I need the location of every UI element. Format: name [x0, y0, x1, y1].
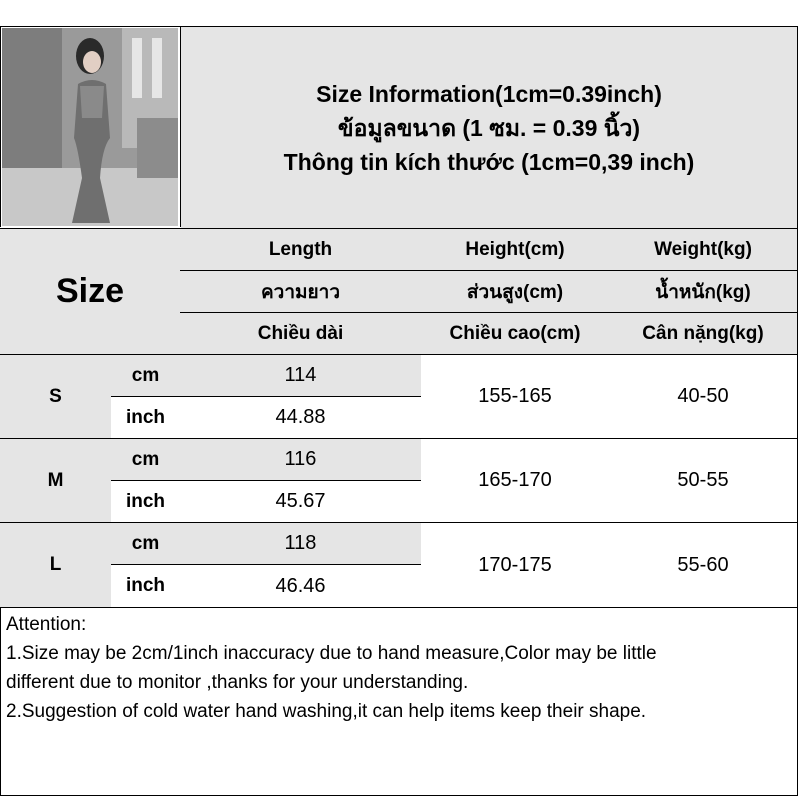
weight-l: 55-60 [609, 523, 798, 608]
col-length-en: Length [180, 229, 422, 271]
length-inch-s: 44.88 [180, 397, 422, 439]
height-l: 170-175 [421, 523, 610, 608]
header-title-th: ข้อมูลขนาด (1 ซม. = 0.39 นิ้ว) [337, 114, 641, 141]
height-m: 165-170 [421, 439, 610, 523]
length-cm-l: 118 [180, 523, 422, 565]
size-header-label: Size [55, 272, 125, 310]
col-weight-en: Weight(kg) [609, 229, 798, 271]
unit-cm-label: cm [111, 439, 181, 481]
size-m-label: M [0, 439, 112, 523]
attention-line-3: 2.Suggestion of cold water hand washing,it can help items keep their shape. [6, 701, 647, 722]
unit-inch-label: inch [111, 481, 181, 523]
col-length-th: ความยาว [180, 271, 422, 313]
col-height-th: ส่วนสูง(cm) [421, 271, 610, 313]
size-header [0, 229, 181, 355]
attention-line-2: different due to monitor ,thanks for your understanding. [6, 672, 469, 693]
weight-m: 50-55 [609, 439, 798, 523]
size-s-label: S [0, 355, 112, 439]
length-inch-l: 46.46 [180, 565, 422, 608]
height-s: 155-165 [421, 355, 610, 439]
header-title-vi: Thông tin kích thước (1cm=0,39 inch) [283, 148, 695, 175]
size-l-label: L [0, 523, 112, 608]
unit-cm-label: cm [111, 355, 181, 397]
weight-s: 40-50 [609, 355, 798, 439]
attention-line-1: 1.Size may be 2cm/1inch inaccuracy due to hand measure,Color may be little [6, 643, 657, 664]
unit-cm-label: cm [111, 523, 181, 565]
product-photo [2, 28, 178, 226]
attention-title: Attention: [6, 614, 87, 635]
length-cm-m: 116 [180, 439, 422, 481]
col-length-vi: Chiều dài [180, 313, 422, 355]
col-weight-th: น้ำหนัก(kg) [609, 271, 798, 313]
length-cm-s: 114 [180, 355, 422, 397]
attention-notes [6, 610, 786, 726]
length-inch-m: 45.67 [180, 481, 422, 523]
col-height-vi: Chiều cao(cm) [421, 313, 610, 355]
unit-inch-label: inch [111, 397, 181, 439]
col-weight-vi: Cân nặng(kg) [609, 313, 798, 355]
header-block [180, 27, 798, 229]
unit-inch-label: inch [111, 565, 181, 608]
col-height-en: Height(cm) [421, 229, 610, 271]
header-title-en: Size Information(1cm=0.39inch) [316, 80, 662, 107]
